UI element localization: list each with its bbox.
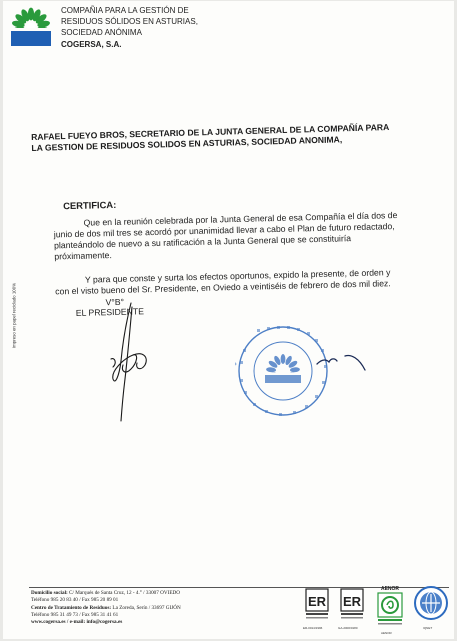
footer-centro-phone: Teléfono 985 31 49 73 / Fax 985 31 41 61 bbox=[31, 611, 119, 618]
footer-email-label: / e-mail: bbox=[66, 619, 86, 626]
footer-contact bbox=[31, 590, 291, 626]
aenor-er-certification-icon bbox=[304, 584, 330, 624]
iqnet-certification-icon bbox=[412, 584, 450, 624]
letterhead-line-4: COGERSA, S.A. bbox=[61, 39, 122, 49]
cert-caption-3: AENOR bbox=[381, 631, 392, 635]
certificate-page bbox=[3, 1, 454, 639]
company-letterhead bbox=[61, 5, 261, 50]
footer-centro-label: Centro de Tratamiento de Residuos: bbox=[31, 604, 112, 611]
footer-centro-value: La Zoreda, Serín / 33697 GIJÓN bbox=[112, 604, 181, 611]
certifica-label: CERTIFICA: bbox=[62, 198, 117, 212]
paragraph-1: Que en la reunión celebrada por la Junta General de esa Compañía el día dos de junio de dos mil tres se acordó por unanimidad llevar a cabo el Plan de futuro redactado, planteándolo de nuevo a su ratificación a la Junta General que se constituiría próximamente. bbox=[53, 210, 398, 262]
certificate-body bbox=[31, 192, 414, 320]
aenor-er-certification-icon bbox=[339, 584, 365, 624]
footer-domicilio-label: Domicilio social: bbox=[31, 590, 68, 596]
visto-bueno-label: V°B° bbox=[105, 297, 125, 308]
secretary-signature-icon bbox=[315, 350, 369, 374]
paragraph-2: Y para que conste y surta los efectos oportunos, expido la presente, de orden y con el visto bueno del Sr. Presidente, en Oviedo a veintiséis de febrero de dos mil diez. bbox=[55, 266, 391, 296]
document-heading: RAFAEL FUEYO BROS, SECRETARIO DE LA JUNTA GENERAL DE LA COMPAÑÍA PARA LA GESTION DE RESIDUOS SOLIDOS EN ASTURIAS, SOCIEDAD ANONIMA, bbox=[31, 122, 390, 153]
footer-domicilio-value: C/ Marqués de Santa Cruz, 12 - 4.° / 33007 OVIEDO bbox=[69, 590, 181, 596]
handwritten-signature-icon bbox=[103, 299, 193, 424]
cert-caption-4: IQNET bbox=[423, 626, 433, 630]
svg-text:ER: ER bbox=[342, 594, 362, 609]
svg-text:ER: ER bbox=[307, 594, 327, 609]
presidente-label: EL PRESIDENTE bbox=[75, 306, 145, 319]
letterhead-line-3: SOCIEDAD ANÓNIMA bbox=[61, 28, 142, 38]
svg-text:AENOR: AENOR bbox=[380, 586, 400, 592]
cogersa-logo-icon bbox=[10, 6, 52, 48]
recycled-paper-note: Impreso en papel reciclado 100% bbox=[11, 282, 17, 349]
cert-caption-1: ER-0014/1996 bbox=[303, 626, 323, 630]
footer-domicilio-phone: Teléfono 985 20 83 40 / Fax 985 20 89 01 bbox=[31, 597, 119, 604]
footer-web[interactable]: www.cogersa.es bbox=[31, 619, 66, 626]
letterhead-line-2: RESIDUOS SÓLIDOS EN ASTURIAS, bbox=[61, 17, 198, 27]
letterhead-line-1: COMPAÑIA PARA LA GESTIÓN DE bbox=[61, 6, 189, 15]
cert-caption-2: GA-2000/0180 bbox=[338, 626, 358, 630]
aenor-gestion-ambiental-icon bbox=[375, 584, 405, 630]
footer-email[interactable]: info@cogersa.es bbox=[86, 619, 123, 626]
